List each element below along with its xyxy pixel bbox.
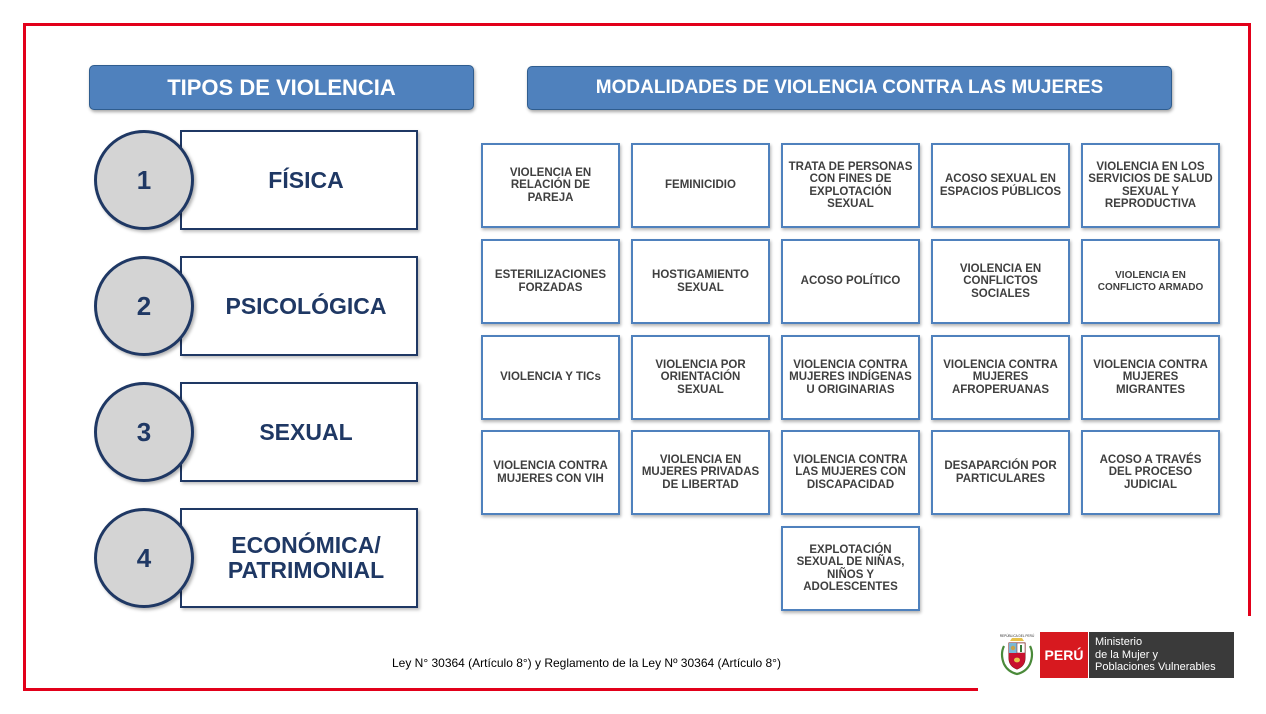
tipo-label: PSICOLÓGICA — [225, 292, 387, 319]
modalidad-cell: DESAPARCIÓN POR PARTICULARES — [931, 430, 1070, 515]
modalidad-cell: VIOLENCIA EN LOS SERVICIOS DE SALUD SEXUAL Y REPRODUCTIVA — [1081, 143, 1220, 228]
modalidad-cell: VIOLENCIA CONTRA LAS MUJERES CON DISCAPACIDAD — [781, 430, 920, 515]
ministry-logo — [998, 632, 1234, 678]
modalidad-cell: VIOLENCIA CONTRA MUJERES MIGRANTES — [1081, 335, 1220, 420]
frame-bottom-border — [23, 688, 978, 691]
modalidad-cell: ACOSO POLÍTICO — [781, 239, 920, 324]
frame-left-border — [23, 23, 26, 691]
modalidad-cell: VIOLENCIA POR ORIENTACIÓN SEXUAL — [631, 335, 770, 420]
tipo-label: SEXUAL — [259, 418, 353, 445]
tipo-item-economica — [94, 508, 418, 608]
modalidad-cell: EXPLOTACIÓN SEXUAL DE NIÑAS, NIÑOS Y ADOLESCENTES — [781, 526, 920, 611]
frame-right-border — [1248, 23, 1251, 616]
ministry-line: Poblaciones Vulnerables — [1095, 661, 1216, 674]
peru-label: PERÚ — [1040, 632, 1088, 678]
modalidad-cell: VIOLENCIA EN CONFLICTOS SOCIALES — [931, 239, 1070, 324]
modalidad-cell: VIOLENCIA CONTRA MUJERES CON VIH — [481, 430, 620, 515]
modalidad-cell: VIOLENCIA CONTRA MUJERES INDÍGENAS U ORIGINARIAS — [781, 335, 920, 420]
modalidad-cell: ESTERILIZACIONES FORZADAS — [481, 239, 620, 324]
modalidad-cell: VIOLENCIA EN CONFLICTO ARMADO — [1081, 239, 1220, 324]
modalidad-cell: TRATA DE PERSONAS CON FINES DE EXPLOTACIÓN SEXUAL — [781, 143, 920, 228]
modalidad-cell: ACOSO SEXUAL EN ESPACIOS PÚBLICOS — [931, 143, 1070, 228]
tipo-number-badge: 2 — [94, 256, 194, 356]
legal-reference-note: Ley N° 30364 (Artículo 8°) y Reglamento de la Ley Nº 30364 (Artículo 8°) — [392, 656, 781, 670]
modalidades-header: MODALIDADES DE VIOLENCIA CONTRA LAS MUJERES — [527, 66, 1172, 110]
tipo-label: FÍSICA — [268, 166, 344, 193]
modalidad-cell: VIOLENCIA CONTRA MUJERES AFROPERUANAS — [931, 335, 1070, 420]
ministry-line: de la Mujer y — [1095, 648, 1158, 661]
tipo-item-fisica — [94, 130, 418, 230]
coat-of-arms-icon — [998, 632, 1036, 678]
modalidad-cell: HOSTIGAMIENTO SEXUAL — [631, 239, 770, 324]
tipo-number-badge: 4 — [94, 508, 194, 608]
frame-top-border — [23, 23, 1251, 26]
tipo-item-psicologica — [94, 256, 418, 356]
tipo-label: ECONÓMICA/ PATRIMONIAL — [227, 532, 385, 583]
tipo-item-sexual — [94, 382, 418, 482]
modalidad-cell: VIOLENCIA EN RELACIÓN DE PAREJA — [481, 143, 620, 228]
tipos-header: TIPOS DE VIOLENCIA — [89, 65, 474, 110]
modalidad-cell: VIOLENCIA EN MUJERES PRIVADAS DE LIBERTAD — [631, 430, 770, 515]
shield-caption: REPÚBLICA DEL PERÚ — [999, 634, 1035, 638]
ministry-line: Ministerio — [1095, 636, 1143, 649]
tipo-number-badge: 3 — [94, 382, 194, 482]
tipo-number-badge: 1 — [94, 130, 194, 230]
ministry-name — [1088, 632, 1234, 678]
modalidad-cell: VIOLENCIA Y TICs — [481, 335, 620, 420]
modalidad-cell: FEMINICIDIO — [631, 143, 770, 228]
modalidad-cell: ACOSO A TRAVÉS DEL PROCESO JUDICIAL — [1081, 430, 1220, 515]
